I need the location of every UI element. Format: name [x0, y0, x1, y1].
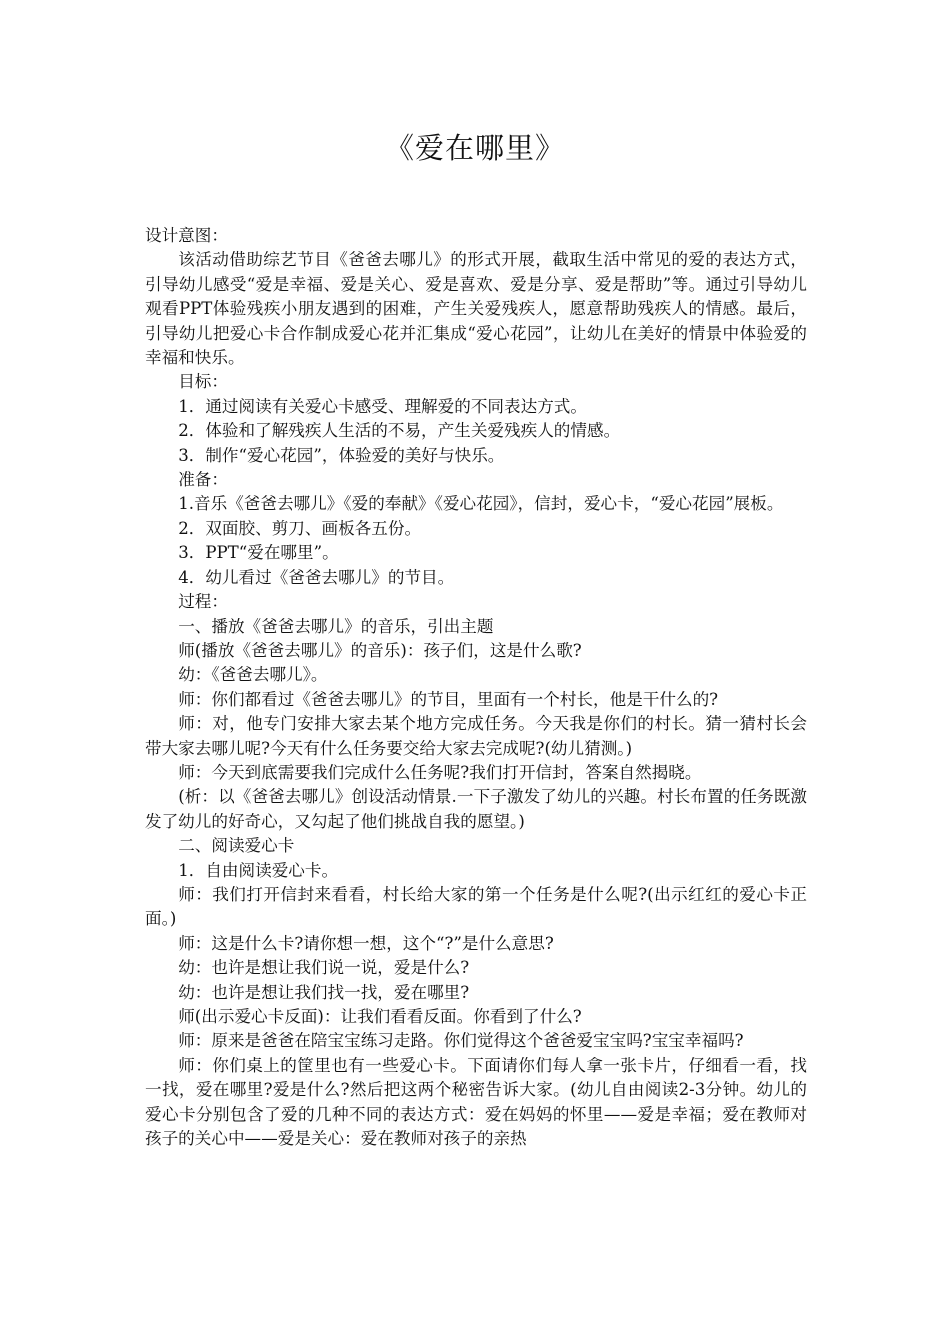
paragraph: 师：你们桌上的筐里也有一些爱心卡。下面请你们每人拿一张卡片，仔细看一看，找一找，爱在哪里?爱是什么?然后把这两个秘密告诉大家。(幼儿自由阅读2-3分钟。幼儿的爱心卡分别包含了爱的几种不同的表达方式：爱在妈妈的怀里——爱是幸福；爱在教师对孩子的关心中——爱是关心：爱在教师对孩子的亲热 — [145, 1055, 807, 1149]
paragraph: 师(出示爱心卡反面)：让我们看看反面。你看到了什么? — [178, 1007, 582, 1026]
paragraph: (析：以《爸爸去哪儿》创设活动情景.一下子激发了幼儿的兴趣。村长布置的任务既激发了幼儿的好奇心，又勾起了他们挑战自我的愿望。) — [145, 787, 807, 831]
document-title: 《爱在哪里》 — [384, 131, 565, 165]
paragraph: 1.音乐《爸爸去哪儿》《爱的奉献》《爱心花园》，信封，爱心卡，“爱心花园”展板。 — [178, 494, 784, 514]
paragraph: 准备： — [178, 470, 228, 490]
paragraph: 目标： — [178, 372, 228, 392]
paragraph: 师(播放《爸爸去哪儿》的音乐)：孩子们，这是什么歌? — [178, 640, 582, 660]
paragraph: 4．幼儿看过《爸爸去哪儿》的节目。 — [178, 567, 455, 587]
paragraph: 师：对，他专门安排大家去某个地方完成任务。今天我是你们的村长。猜一猜村长会带大家去哪儿呢?今天有什么任务要交给大家去完成呢?(幼儿猜测。) — [145, 714, 807, 758]
paragraph: 3．制作“爱心花园”，体验爱的美好与快乐。 — [178, 445, 505, 465]
paragraph: 师：今天到底需要我们完成什么任务呢?我们打开信封，答案自然揭晓。 — [178, 762, 702, 782]
paragraph: 幼：也许是想让我们找一找，爱在哪里? — [178, 982, 470, 1002]
paragraph: 师：原来是爸爸在陪宝宝练习走路。你们觉得这个爸爸爱宝宝吗?宝宝幸福吗? — [178, 1031, 744, 1051]
paragraph: 设计意图： — [145, 226, 228, 245]
paragraph: 1．通过阅读有关爱心卡感受、理解爱的不同表达方式。 — [178, 396, 587, 416]
paragraph: 二、阅读爱心卡 — [178, 836, 295, 856]
paragraph: 2．双面胶、剪刀、画板各五份。 — [178, 518, 422, 538]
paragraph: 师：你们都看过《爸爸去哪儿》的节目，里面有一个村长，他是干什么的? — [178, 689, 719, 709]
paragraph: 师：我们打开信封来看看，村长给大家的第一个任务是什么呢?(出示红红的爱心卡正面。) — [145, 884, 807, 929]
paragraph: 过程： — [178, 592, 228, 612]
paragraph: 师：这是什么卡?请你想一想，这个“?”是什么意思? — [178, 933, 554, 953]
paragraph: 幼：也许是想让我们说一说，爱是什么? — [178, 958, 470, 978]
paragraph: 一、播放《爸爸去哪儿》的音乐，引出主题 — [178, 616, 494, 636]
paragraph: 3．PPT“爱在哪里”。 — [178, 543, 339, 563]
paragraph: 幼：《爸爸去哪儿》。 — [178, 665, 328, 685]
document-body — [145, 224, 807, 1151]
paragraph: 2．体验和了解残疾人生活的不易，产生关爱残疾人的情感。 — [178, 421, 621, 441]
paragraph: 1．自由阅读爱心卡。 — [178, 860, 339, 880]
paragraph: 该活动借助综艺节目《爸爸去哪儿》的形式开展，截取生活中常见的爱的表达方式，引导幼儿感受“爱是幸福、爱是关心、爱是喜欢、爱是分享、爱是帮助”等。通过引导幼儿观看PPT体验残疾小朋友遇到的困难，产生关爱残疾人，愿意帮助残疾人的情感。最后，引导幼儿把爱心卡合作制成爱心花并汇集成“爱心花园”，让幼儿在美好的情景中体验爱的幸福和快乐。 — [145, 250, 807, 368]
